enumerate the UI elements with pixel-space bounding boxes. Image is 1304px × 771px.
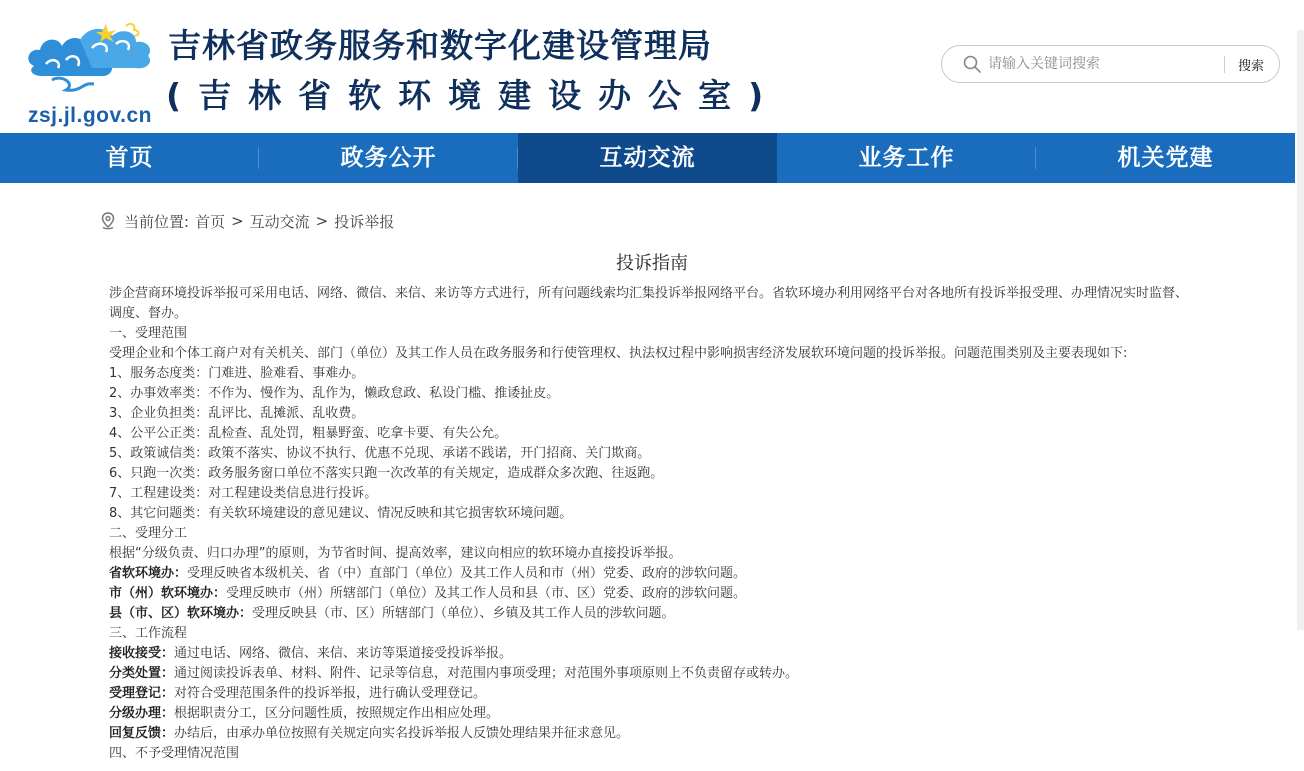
division-label: 市（州）软环境办： xyxy=(109,586,227,601)
nav-label: 政务公开 xyxy=(340,145,437,171)
site-title: 吉林省政务服务和数字化建设管理局 xyxy=(168,26,712,65)
site-logo[interactable] xyxy=(22,18,162,127)
category-item: 4、公平公正类：乱检查、乱处罚，粗暴野蛮、吃拿卡要、有失公允。 xyxy=(109,426,508,441)
site-header xyxy=(0,0,1304,133)
breadcrumb xyxy=(100,210,394,232)
breadcrumb-separator: > xyxy=(231,212,244,230)
workflow-text: 对符合受理范围条件的投诉举报，进行确认受理登记。 xyxy=(174,686,487,701)
division-item xyxy=(109,564,1194,584)
breadcrumb-interaction-link[interactable]: 互动交流 xyxy=(249,212,310,231)
category-item: 5、政策诚信类：政策不落实、协议不执行、优惠不兑现、承诺不践诺，开门招商、关门欺商。 xyxy=(109,446,651,461)
category-item: 8、其它问题类：有关软环境建设的意见建议、情况反映和其它损害软环境问题。 xyxy=(109,506,573,521)
nav-item-interaction[interactable] xyxy=(518,133,777,183)
site-domain: zsj.jl.gov.cn xyxy=(28,104,152,127)
cloud-logo-icon xyxy=(22,18,162,98)
nav-item-business-work[interactable] xyxy=(777,133,1036,183)
category-item: 7、工程建设类：对工程建设类信息进行投诉。 xyxy=(109,486,378,501)
search-box xyxy=(941,45,1280,83)
section-heading: 四、不予受理情况范围 xyxy=(109,746,240,761)
search-divider xyxy=(1224,56,1225,73)
division-text: 受理反映市（州）所辖部门（单位）及其工作人员和县（市、区）党委、政府的涉软问题。 xyxy=(226,586,747,601)
division-item xyxy=(109,584,1194,604)
workflow-item xyxy=(109,664,1194,684)
article-content xyxy=(109,284,1194,764)
breadcrumb-complaints-link[interactable]: 投诉举报 xyxy=(334,212,395,231)
workflow-item xyxy=(109,704,1194,724)
nav-item-home[interactable] xyxy=(0,133,259,183)
nav-item-government-affairs[interactable] xyxy=(259,133,518,183)
page-title: 投诉指南 xyxy=(616,253,688,274)
nav-label: 机关党建 xyxy=(1117,145,1214,171)
workflow-label: 分级办理： xyxy=(109,706,175,721)
division-label: 县（市、区）软环境办： xyxy=(109,606,253,621)
search-button[interactable]: 搜索 xyxy=(1229,52,1273,76)
workflow-item xyxy=(109,684,1194,704)
workflow-label: 受理登记： xyxy=(109,686,175,701)
nav-label: 业务工作 xyxy=(858,145,955,171)
category-item: 1、服务态度类：门难进、脸难看、事难办。 xyxy=(109,366,365,381)
workflow-text: 根据职责分工，区分问题性质，按照规定作出相应处理。 xyxy=(174,706,500,721)
category-item: 3、企业负担类：乱评比、乱摊派、乱收费。 xyxy=(109,406,365,421)
section-paragraph: 根据“分级负责、归口办理”的原则，为节省时间、提高效率，建议向相应的软环境办直接投诉举报。 xyxy=(109,546,682,561)
main-nav xyxy=(0,133,1295,183)
breadcrumb-home-link[interactable]: 首页 xyxy=(195,212,226,231)
division-item xyxy=(109,604,1194,624)
section-heading: 三、工作流程 xyxy=(109,626,188,641)
search-icon xyxy=(962,54,982,74)
search-input[interactable] xyxy=(988,52,1208,76)
division-label: 省软环境办： xyxy=(109,566,188,581)
intro-paragraph: 涉企营商环境投诉举报可采用电话、网络、微信、来信、来访等方式进行，所有问题线索均汇集投诉举报网络平台。省软环境办利用网络平台对各地所有投诉举报受理、办理情况实时监督、调度、督办。 xyxy=(109,286,1189,321)
division-text: 受理反映县（市、区）所辖部门（单位）、乡镇及其工作人员的涉软问题。 xyxy=(252,606,675,621)
workflow-text: 通过电话、网络、微信、来信、来访等渠道接受投诉举报。 xyxy=(174,646,513,661)
category-item: 2、办事效率类：不作为、慢作为、乱作为，懒政怠政、私设门槛、推诿扯皮。 xyxy=(109,386,560,401)
breadcrumb-prefix: 当前位置: xyxy=(124,212,190,231)
workflow-label: 接收接受： xyxy=(109,646,175,661)
workflow-label: 回复反馈： xyxy=(109,726,175,741)
section-heading: 二、受理分工 xyxy=(109,526,188,541)
category-item: 6、只跑一次类：政务服务窗口单位不落实只跑一次改革的有关规定，造成群众多次跑、往返跑。 xyxy=(109,466,664,481)
breadcrumb-separator: > xyxy=(315,212,329,230)
workflow-item xyxy=(109,644,1194,664)
division-text: 受理反映省本级机关、省（中）直部门（单位）及其工作人员和市（州）党委、政府的涉软问题。 xyxy=(187,566,747,581)
site-subtitle: (吉林省软环境建设办公室) xyxy=(166,76,781,115)
section-heading: 一、受理范围 xyxy=(109,326,188,341)
workflow-text: 办结后，由承办单位按照有关规定向实名投诉举报人反馈处理结果并征求意见。 xyxy=(174,726,630,741)
scrollbar[interactable] xyxy=(1297,30,1304,630)
workflow-item xyxy=(109,724,1194,744)
nav-label: 互动交流 xyxy=(599,145,696,171)
location-pin-icon xyxy=(100,212,116,230)
nav-item-party-building[interactable] xyxy=(1036,133,1295,183)
nav-label: 首页 xyxy=(105,145,154,171)
workflow-label: 分类处置： xyxy=(109,666,175,681)
workflow-text: 通过阅读投诉表单、材料、附件、记录等信息，对范围内事项受理；对范围外事项原则上不负责留存或转办。 xyxy=(174,666,799,681)
section-paragraph: 受理企业和个体工商户对有关机关、部门（单位）及其工作人员在政务服务和行使管理权、执法权过程中影响损害经济发展软环境问题的投诉举报。问题范围类别及主要表现如下: xyxy=(109,346,1128,361)
